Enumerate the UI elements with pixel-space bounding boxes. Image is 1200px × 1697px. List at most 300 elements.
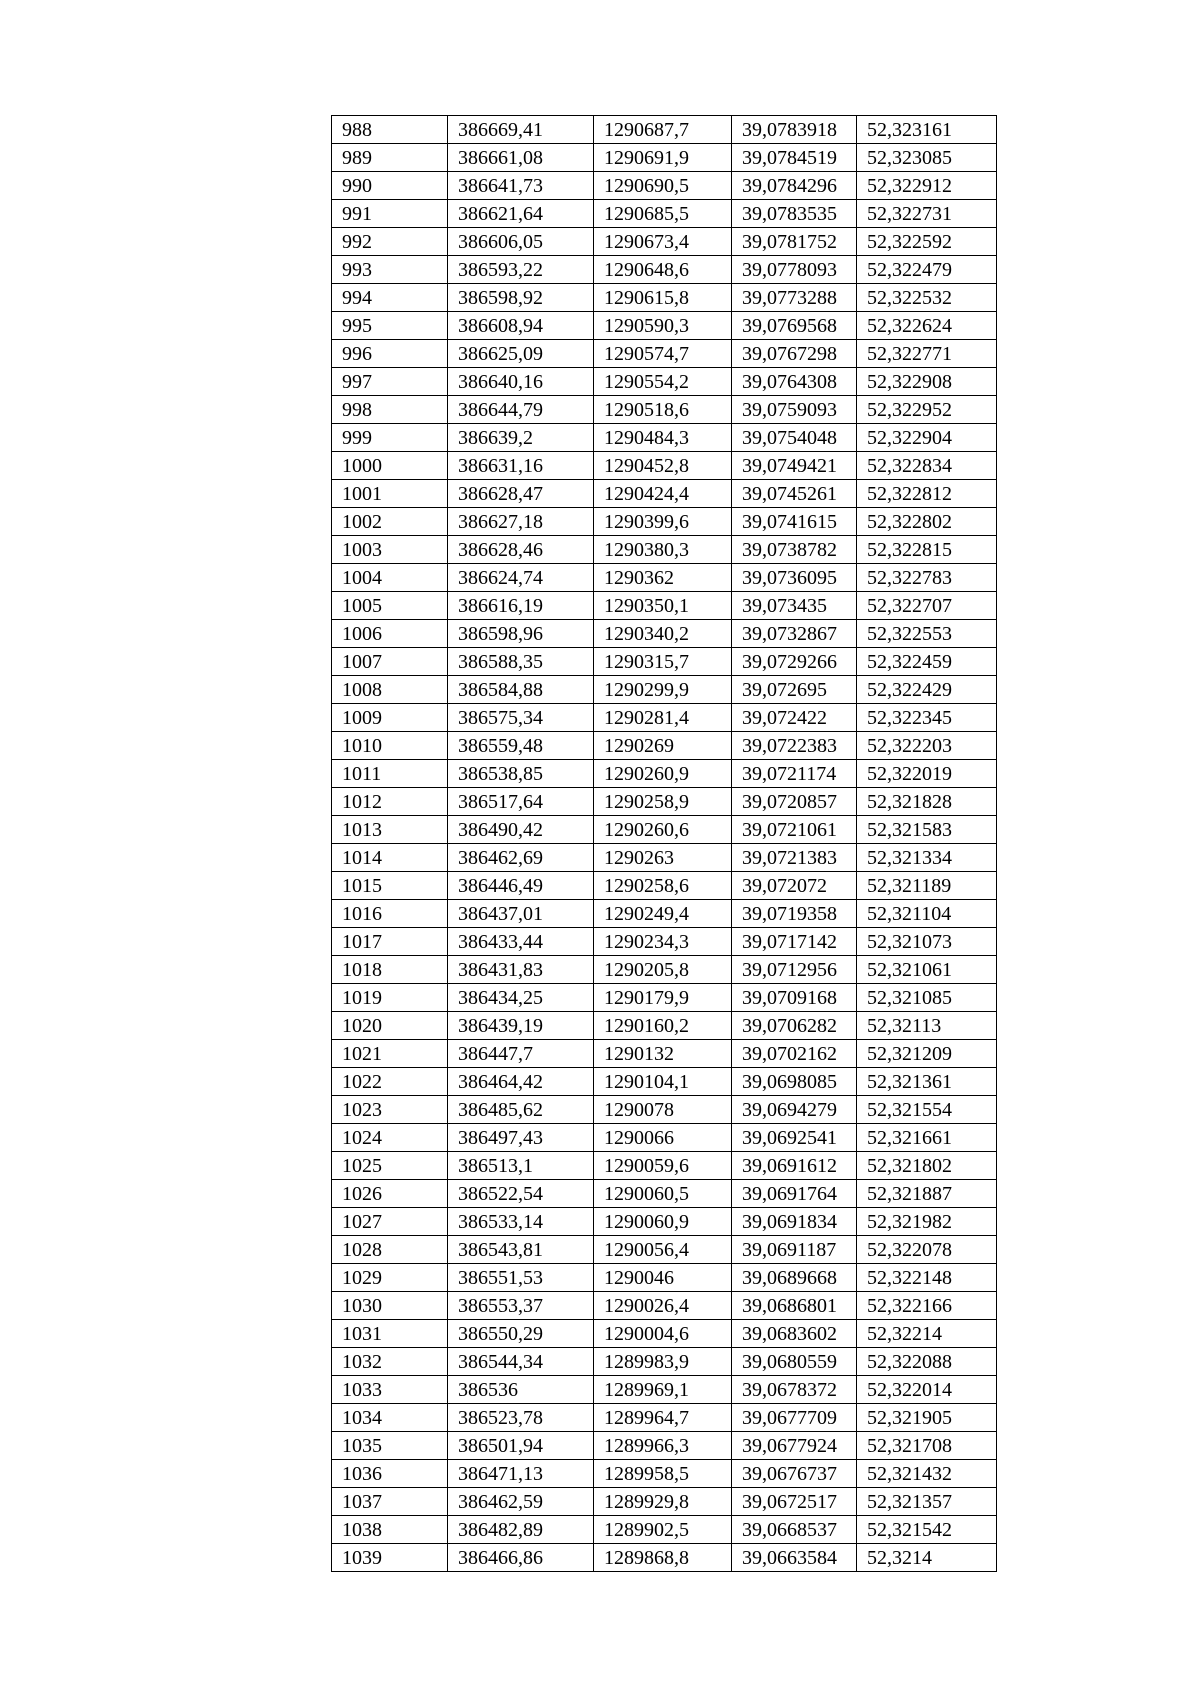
longitude-cell: 39,0677709 [732,1404,857,1432]
longitude-cell: 39,0686801 [732,1292,857,1320]
longitude-cell: 39,0691834 [732,1208,857,1236]
longitude-cell: 39,0773288 [732,284,857,312]
point-number-cell: 1032 [332,1348,448,1376]
latitude-cell: 52,322203 [857,732,997,760]
x-coordinate-cell: 386550,29 [448,1320,594,1348]
point-number-cell: 1039 [332,1544,448,1572]
y-coordinate-cell: 1290362 [594,564,732,592]
point-number-cell: 990 [332,172,448,200]
longitude-cell: 39,0683602 [732,1320,857,1348]
longitude-cell: 39,0778093 [732,256,857,284]
longitude-cell: 39,0702162 [732,1040,857,1068]
point-number-cell: 998 [332,396,448,424]
point-number-cell: 1006 [332,620,448,648]
latitude-cell: 52,3214 [857,1544,997,1572]
y-coordinate-cell: 1289983,9 [594,1348,732,1376]
x-coordinate-cell: 386627,18 [448,508,594,536]
point-number-cell: 1028 [332,1236,448,1264]
longitude-cell: 39,0783918 [732,116,857,144]
y-coordinate-cell: 1290249,4 [594,900,732,928]
y-coordinate-cell: 1290260,9 [594,760,732,788]
x-coordinate-cell: 386501,94 [448,1432,594,1460]
point-number-cell: 1002 [332,508,448,536]
latitude-cell: 52,322553 [857,620,997,648]
longitude-cell: 39,0721174 [732,760,857,788]
x-coordinate-cell: 386551,53 [448,1264,594,1292]
y-coordinate-cell: 1289902,5 [594,1516,732,1544]
y-coordinate-cell: 1290060,9 [594,1208,732,1236]
y-coordinate-cell: 1290518,6 [594,396,732,424]
latitude-cell: 52,322904 [857,424,997,452]
table-row [332,1376,997,1404]
y-coordinate-cell: 1290004,6 [594,1320,732,1348]
x-coordinate-cell: 386431,83 [448,956,594,984]
coordinates-table [331,115,997,1572]
longitude-cell: 39,0698085 [732,1068,857,1096]
point-number-cell: 1022 [332,1068,448,1096]
table-row [332,1264,997,1292]
point-number-cell: 1023 [332,1096,448,1124]
y-coordinate-cell: 1289969,1 [594,1376,732,1404]
latitude-cell: 52,322148 [857,1264,997,1292]
table-row [332,1012,997,1040]
longitude-cell: 39,0722383 [732,732,857,760]
latitude-cell: 52,321554 [857,1096,997,1124]
latitude-cell: 52,321802 [857,1152,997,1180]
latitude-cell: 52,322088 [857,1348,997,1376]
point-number-cell: 1001 [332,480,448,508]
y-coordinate-cell: 1290399,6 [594,508,732,536]
table-row [332,704,997,732]
table-row [332,144,997,172]
y-coordinate-cell: 1290205,8 [594,956,732,984]
point-number-cell: 1020 [332,1012,448,1040]
latitude-cell: 52,322707 [857,592,997,620]
longitude-cell: 39,073435 [732,592,857,620]
latitude-cell: 52,322908 [857,368,997,396]
table-row [332,1068,997,1096]
point-number-cell: 994 [332,284,448,312]
table-row [332,928,997,956]
table-row [332,228,997,256]
longitude-cell: 39,072072 [732,872,857,900]
y-coordinate-cell: 1290484,3 [594,424,732,452]
x-coordinate-cell: 386661,08 [448,144,594,172]
table-row [332,1404,997,1432]
y-coordinate-cell: 1290554,2 [594,368,732,396]
latitude-cell: 52,321209 [857,1040,997,1068]
point-number-cell: 1024 [332,1124,448,1152]
y-coordinate-cell: 1290350,1 [594,592,732,620]
table-row [332,844,997,872]
table-row [332,732,997,760]
point-number-cell: 1011 [332,760,448,788]
x-coordinate-cell: 386447,7 [448,1040,594,1068]
y-coordinate-cell: 1289929,8 [594,1488,732,1516]
longitude-cell: 39,0754048 [732,424,857,452]
x-coordinate-cell: 386588,35 [448,648,594,676]
y-coordinate-cell: 1289958,5 [594,1460,732,1488]
point-number-cell: 995 [332,312,448,340]
longitude-cell: 39,0692541 [732,1124,857,1152]
latitude-cell: 52,322802 [857,508,997,536]
x-coordinate-cell: 386513,1 [448,1152,594,1180]
y-coordinate-cell: 1290281,4 [594,704,732,732]
y-coordinate-cell: 1289964,7 [594,1404,732,1432]
longitude-cell: 39,0729266 [732,648,857,676]
latitude-cell: 52,321085 [857,984,997,1012]
longitude-cell: 39,0668537 [732,1516,857,1544]
longitude-cell: 39,072695 [732,676,857,704]
latitude-cell: 52,321828 [857,788,997,816]
y-coordinate-cell: 1290179,9 [594,984,732,1012]
latitude-cell: 52,321583 [857,816,997,844]
x-coordinate-cell: 386559,48 [448,732,594,760]
x-coordinate-cell: 386669,41 [448,116,594,144]
y-coordinate-cell: 1290380,3 [594,536,732,564]
y-coordinate-cell: 1290452,8 [594,452,732,480]
table-row [332,592,997,620]
point-number-cell: 1021 [332,1040,448,1068]
latitude-cell: 52,322078 [857,1236,997,1264]
x-coordinate-cell: 386641,73 [448,172,594,200]
y-coordinate-cell: 1290160,2 [594,1012,732,1040]
longitude-cell: 39,0676737 [732,1460,857,1488]
longitude-cell: 39,0783535 [732,200,857,228]
longitude-cell: 39,0784519 [732,144,857,172]
x-coordinate-cell: 386437,01 [448,900,594,928]
longitude-cell: 39,0781752 [732,228,857,256]
y-coordinate-cell: 1290258,9 [594,788,732,816]
y-coordinate-cell: 1290615,8 [594,284,732,312]
point-number-cell: 1012 [332,788,448,816]
x-coordinate-cell: 386584,88 [448,676,594,704]
latitude-cell: 52,321661 [857,1124,997,1152]
y-coordinate-cell: 1290104,1 [594,1068,732,1096]
x-coordinate-cell: 386462,69 [448,844,594,872]
x-coordinate-cell: 386497,43 [448,1124,594,1152]
y-coordinate-cell: 1290299,9 [594,676,732,704]
latitude-cell: 52,322815 [857,536,997,564]
longitude-cell: 39,0709168 [732,984,857,1012]
y-coordinate-cell: 1289868,8 [594,1544,732,1572]
table-row [332,676,997,704]
latitude-cell: 52,322014 [857,1376,997,1404]
table-row [332,1236,997,1264]
table-row [332,1152,997,1180]
y-coordinate-cell: 1290258,6 [594,872,732,900]
longitude-cell: 39,072422 [732,704,857,732]
point-number-cell: 992 [332,228,448,256]
longitude-cell: 39,0706282 [732,1012,857,1040]
table-row [332,284,997,312]
x-coordinate-cell: 386439,19 [448,1012,594,1040]
table-row [332,1544,997,1572]
table-row [332,788,997,816]
point-number-cell: 996 [332,340,448,368]
point-number-cell: 1035 [332,1432,448,1460]
table-row [332,1460,997,1488]
point-number-cell: 1003 [332,536,448,564]
latitude-cell: 52,321061 [857,956,997,984]
point-number-cell: 993 [332,256,448,284]
point-number-cell: 1030 [332,1292,448,1320]
table-row [332,312,997,340]
longitude-cell: 39,0769568 [732,312,857,340]
point-number-cell: 1025 [332,1152,448,1180]
x-coordinate-cell: 386543,81 [448,1236,594,1264]
x-coordinate-cell: 386616,19 [448,592,594,620]
table-row [332,1488,997,1516]
table-row [332,1348,997,1376]
latitude-cell: 52,322459 [857,648,997,676]
point-number-cell: 1026 [332,1180,448,1208]
x-coordinate-cell: 386434,25 [448,984,594,1012]
point-number-cell: 1014 [332,844,448,872]
latitude-cell: 52,322912 [857,172,997,200]
x-coordinate-cell: 386464,42 [448,1068,594,1096]
point-number-cell: 1019 [332,984,448,1012]
longitude-cell: 39,0749421 [732,452,857,480]
point-number-cell: 1036 [332,1460,448,1488]
point-number-cell: 1034 [332,1404,448,1432]
x-coordinate-cell: 386606,05 [448,228,594,256]
longitude-cell: 39,0717142 [732,928,857,956]
table-row [332,536,997,564]
x-coordinate-cell: 386553,37 [448,1292,594,1320]
latitude-cell: 52,322731 [857,200,997,228]
longitude-cell: 39,0689668 [732,1264,857,1292]
table-row [332,424,997,452]
x-coordinate-cell: 386628,46 [448,536,594,564]
latitude-cell: 52,322532 [857,284,997,312]
point-number-cell: 1018 [332,956,448,984]
point-number-cell: 1031 [332,1320,448,1348]
latitude-cell: 52,321361 [857,1068,997,1096]
y-coordinate-cell: 1290046 [594,1264,732,1292]
y-coordinate-cell: 1290424,4 [594,480,732,508]
x-coordinate-cell: 386640,16 [448,368,594,396]
longitude-cell: 39,0759093 [732,396,857,424]
latitude-cell: 52,322812 [857,480,997,508]
x-coordinate-cell: 386471,13 [448,1460,594,1488]
y-coordinate-cell: 1290648,6 [594,256,732,284]
table-row [332,116,997,144]
table-row [332,956,997,984]
longitude-cell: 39,0721383 [732,844,857,872]
table-row [332,984,997,1012]
point-number-cell: 1015 [332,872,448,900]
point-number-cell: 1007 [332,648,448,676]
x-coordinate-cell: 386598,96 [448,620,594,648]
x-coordinate-cell: 386466,86 [448,1544,594,1572]
x-coordinate-cell: 386522,54 [448,1180,594,1208]
x-coordinate-cell: 386608,94 [448,312,594,340]
latitude-cell: 52,322166 [857,1292,997,1320]
latitude-cell: 52,323161 [857,116,997,144]
y-coordinate-cell: 1290234,3 [594,928,732,956]
longitude-cell: 39,0694279 [732,1096,857,1124]
latitude-cell: 52,321982 [857,1208,997,1236]
latitude-cell: 52,321357 [857,1488,997,1516]
y-coordinate-cell: 1290315,7 [594,648,732,676]
longitude-cell: 39,0691187 [732,1236,857,1264]
longitude-cell: 39,0764308 [732,368,857,396]
x-coordinate-cell: 386462,59 [448,1488,594,1516]
longitude-cell: 39,0720857 [732,788,857,816]
y-coordinate-cell: 1290026,4 [594,1292,732,1320]
longitude-cell: 39,0738782 [732,536,857,564]
x-coordinate-cell: 386625,09 [448,340,594,368]
y-coordinate-cell: 1290066 [594,1124,732,1152]
table-row [332,340,997,368]
longitude-cell: 39,0678372 [732,1376,857,1404]
point-number-cell: 1029 [332,1264,448,1292]
table-row [332,508,997,536]
x-coordinate-cell: 386631,16 [448,452,594,480]
y-coordinate-cell: 1290590,3 [594,312,732,340]
latitude-cell: 52,321189 [857,872,997,900]
longitude-cell: 39,0741615 [732,508,857,536]
table-row [332,1292,997,1320]
table-row [332,816,997,844]
point-number-cell: 997 [332,368,448,396]
table-row [332,1096,997,1124]
x-coordinate-cell: 386575,34 [448,704,594,732]
latitude-cell: 52,322834 [857,452,997,480]
latitude-cell: 52,322479 [857,256,997,284]
latitude-cell: 52,322783 [857,564,997,592]
longitude-cell: 39,0663584 [732,1544,857,1572]
point-number-cell: 1038 [332,1516,448,1544]
table-row [332,1208,997,1236]
y-coordinate-cell: 1290574,7 [594,340,732,368]
point-number-cell: 1008 [332,676,448,704]
point-number-cell: 988 [332,116,448,144]
latitude-cell: 52,32214 [857,1320,997,1348]
longitude-cell: 39,0767298 [732,340,857,368]
y-coordinate-cell: 1290269 [594,732,732,760]
table-row [332,1320,997,1348]
longitude-cell: 39,0736095 [732,564,857,592]
latitude-cell: 52,322771 [857,340,997,368]
point-number-cell: 1033 [332,1376,448,1404]
point-number-cell: 1017 [332,928,448,956]
x-coordinate-cell: 386536 [448,1376,594,1404]
x-coordinate-cell: 386538,85 [448,760,594,788]
x-coordinate-cell: 386621,64 [448,200,594,228]
y-coordinate-cell: 1290690,5 [594,172,732,200]
y-coordinate-cell: 1290260,6 [594,816,732,844]
table-row [332,452,997,480]
x-coordinate-cell: 386485,62 [448,1096,594,1124]
table-row [332,900,997,928]
x-coordinate-cell: 386490,42 [448,816,594,844]
y-coordinate-cell: 1290078 [594,1096,732,1124]
latitude-cell: 52,323085 [857,144,997,172]
table-row [332,480,997,508]
longitude-cell: 39,0672517 [732,1488,857,1516]
latitude-cell: 52,321104 [857,900,997,928]
y-coordinate-cell: 1290263 [594,844,732,872]
table-row [332,1432,997,1460]
y-coordinate-cell: 1290673,4 [594,228,732,256]
latitude-cell: 52,321073 [857,928,997,956]
x-coordinate-cell: 386544,34 [448,1348,594,1376]
y-coordinate-cell: 1290340,2 [594,620,732,648]
point-number-cell: 989 [332,144,448,172]
x-coordinate-cell: 386433,44 [448,928,594,956]
table-row [332,396,997,424]
table-row [332,172,997,200]
latitude-cell: 52,322592 [857,228,997,256]
table-row [332,760,997,788]
point-number-cell: 1009 [332,704,448,732]
table-row [332,564,997,592]
latitude-cell: 52,322624 [857,312,997,340]
y-coordinate-cell: 1290687,7 [594,116,732,144]
point-number-cell: 999 [332,424,448,452]
point-number-cell: 1016 [332,900,448,928]
table-row [332,1516,997,1544]
y-coordinate-cell: 1290056,4 [594,1236,732,1264]
table-row [332,1180,997,1208]
point-number-cell: 1005 [332,592,448,620]
x-coordinate-cell: 386517,64 [448,788,594,816]
longitude-cell: 39,0680559 [732,1348,857,1376]
longitude-cell: 39,0784296 [732,172,857,200]
point-number-cell: 991 [332,200,448,228]
latitude-cell: 52,321542 [857,1516,997,1544]
longitude-cell: 39,0719358 [732,900,857,928]
y-coordinate-cell: 1290685,5 [594,200,732,228]
latitude-cell: 52,321432 [857,1460,997,1488]
point-number-cell: 1004 [332,564,448,592]
table-row [332,256,997,284]
point-number-cell: 1027 [332,1208,448,1236]
y-coordinate-cell: 1290132 [594,1040,732,1068]
longitude-cell: 39,0712956 [732,956,857,984]
latitude-cell: 52,32113 [857,1012,997,1040]
latitude-cell: 52,322019 [857,760,997,788]
table-row [332,872,997,900]
y-coordinate-cell: 1289966,3 [594,1432,732,1460]
x-coordinate-cell: 386482,89 [448,1516,594,1544]
table-row [332,1040,997,1068]
x-coordinate-cell: 386639,2 [448,424,594,452]
x-coordinate-cell: 386523,78 [448,1404,594,1432]
latitude-cell: 52,322952 [857,396,997,424]
coordinates-table-body [332,116,997,1572]
point-number-cell: 1013 [332,816,448,844]
longitude-cell: 39,0721061 [732,816,857,844]
latitude-cell: 52,321708 [857,1432,997,1460]
point-number-cell: 1037 [332,1488,448,1516]
latitude-cell: 52,321887 [857,1180,997,1208]
longitude-cell: 39,0691764 [732,1180,857,1208]
y-coordinate-cell: 1290060,5 [594,1180,732,1208]
table-row [332,200,997,228]
longitude-cell: 39,0677924 [732,1432,857,1460]
longitude-cell: 39,0745261 [732,480,857,508]
latitude-cell: 52,321905 [857,1404,997,1432]
table-row [332,620,997,648]
point-number-cell: 1010 [332,732,448,760]
x-coordinate-cell: 386628,47 [448,480,594,508]
table-row [332,368,997,396]
longitude-cell: 39,0691612 [732,1152,857,1180]
x-coordinate-cell: 386446,49 [448,872,594,900]
